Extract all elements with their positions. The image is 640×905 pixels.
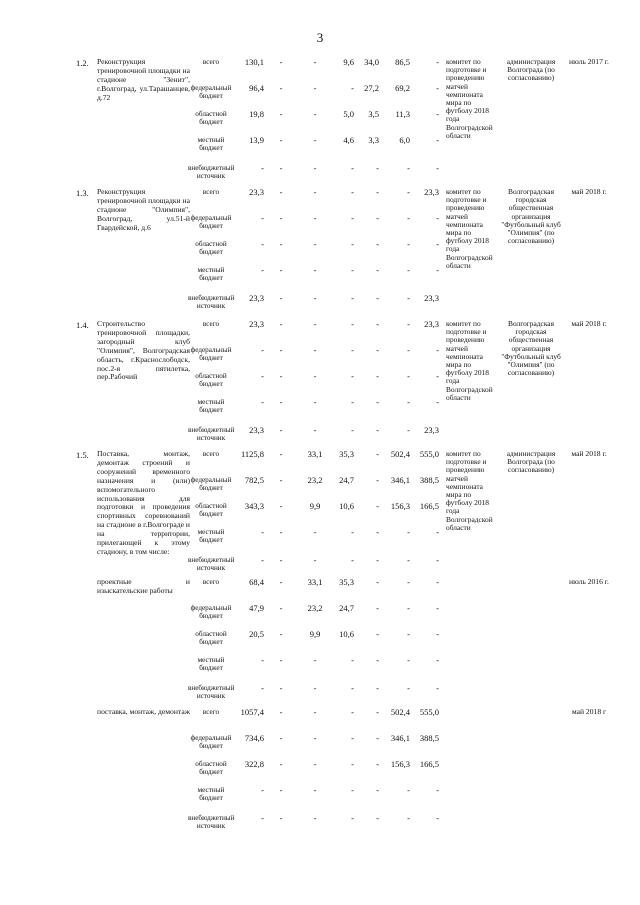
funding-value: 11,3 — [395, 109, 410, 119]
funding-value: 166,5 — [419, 759, 439, 769]
funding-row — [0, 110, 640, 134]
funding-value: - — [376, 577, 379, 587]
item-executor: комитет по подготовке и проведению матчей чемпионата мира по футболу 2018 года Волгоградской области — [446, 449, 493, 532]
funding-value: - — [261, 371, 264, 381]
funding-row — [0, 426, 640, 450]
funding-value: - — [407, 319, 410, 329]
funding-value: 9,9 — [309, 501, 321, 511]
item-participant: администрация Волгограда (по согласованию) — [506, 57, 556, 83]
item-participant: Волгоградская городская общественная организация "Футбольный клуб "Олимпия" (по согласованию) — [501, 187, 561, 246]
funding-value: 23,3 — [249, 293, 264, 303]
funding-source: внебюджетный источник — [188, 426, 235, 443]
funding-source: областной бюджет — [195, 502, 227, 519]
item-name: Строительство тренировочной площадки, загородный клуб "Олимпия", Волгоградская область, г.Краснослободск, пос.2-я пятилетка, пер.Рабочий — [97, 319, 190, 382]
funding-value: - — [279, 345, 283, 355]
funding-value: - — [313, 371, 317, 381]
funding-row — [0, 84, 640, 108]
funding-value: 35,3 — [339, 577, 354, 587]
funding-value: - — [261, 397, 264, 407]
funding-value: - — [436, 577, 439, 587]
funding-value: - — [436, 163, 439, 173]
funding-value: - — [351, 785, 354, 795]
page-number: 3 — [316, 30, 324, 45]
funding-value: - — [407, 655, 410, 665]
funding-value: - — [351, 813, 354, 823]
funding-value: - — [407, 629, 410, 639]
funding-value: - — [436, 371, 439, 381]
funding-value: - — [351, 527, 354, 537]
funding-value: 47,9 — [249, 603, 264, 613]
funding-value: 1125,8 — [240, 449, 264, 459]
funding-value: - — [351, 733, 354, 743]
funding-value: - — [436, 785, 439, 795]
funding-value: - — [313, 135, 317, 145]
funding-value: 10,6 — [339, 629, 354, 639]
funding-value: - — [313, 655, 317, 665]
funding-value: 343,3 — [244, 501, 264, 511]
funding-value: 35,3 — [339, 449, 354, 459]
funding-value: - — [407, 683, 410, 693]
funding-value: 388,5 — [419, 475, 439, 485]
funding-source: федеральный бюджет — [190, 734, 232, 751]
funding-row — [0, 708, 640, 732]
funding-value: - — [313, 213, 317, 223]
funding-value: 23,3 — [249, 425, 264, 435]
funding-value: - — [376, 813, 379, 823]
funding-value: 9,9 — [309, 629, 321, 639]
funding-source: федеральный бюджет — [190, 604, 232, 621]
funding-value: - — [313, 425, 317, 435]
funding-row — [0, 760, 640, 784]
funding-value: 23,2 — [307, 475, 323, 485]
funding-row — [0, 320, 640, 344]
funding-value: - — [376, 293, 379, 303]
funding-value: - — [436, 555, 439, 565]
funding-source: областной бюджет — [195, 372, 227, 389]
funding-value: - — [279, 527, 283, 537]
funding-value: - — [261, 265, 264, 275]
funding-value: - — [351, 707, 354, 717]
funding-row — [0, 786, 640, 810]
funding-source: внебюджетный источник — [188, 164, 235, 181]
funding-value: - — [279, 265, 283, 275]
funding-value: 130,1 — [244, 57, 264, 67]
funding-row — [0, 188, 640, 212]
funding-value: - — [313, 83, 317, 93]
funding-value: 19,8 — [249, 109, 264, 119]
funding-value: - — [313, 345, 317, 355]
funding-value: - — [436, 57, 439, 67]
funding-row — [0, 450, 640, 474]
funding-value: - — [279, 319, 283, 329]
funding-value: - — [279, 425, 283, 435]
funding-value: - — [436, 213, 439, 223]
funding-value: - — [313, 57, 317, 67]
funding-value: 166,5 — [419, 501, 439, 511]
funding-source: федеральный бюджет — [190, 346, 232, 363]
funding-source: всего — [202, 58, 220, 66]
item-deadline: июль 2016 г. — [569, 577, 609, 586]
funding-value: - — [407, 577, 410, 587]
funding-value: - — [351, 397, 354, 407]
funding-source: областной бюджет — [195, 760, 227, 777]
funding-value: - — [279, 213, 283, 223]
funding-value: - — [436, 683, 439, 693]
funding-value: - — [279, 397, 283, 407]
funding-value: - — [279, 135, 283, 145]
funding-value: - — [376, 371, 379, 381]
funding-value: - — [407, 813, 410, 823]
funding-value: - — [376, 163, 379, 173]
funding-source: внебюджетный источник — [188, 294, 235, 311]
funding-value: - — [407, 163, 410, 173]
funding-value: - — [279, 501, 283, 511]
funding-source: всего — [202, 188, 220, 196]
funding-value: 23,2 — [307, 603, 323, 613]
funding-value: - — [279, 603, 283, 613]
item-number: 1.4. — [76, 320, 89, 330]
funding-value: 27,2 — [364, 83, 379, 93]
item-number: 1.3. — [76, 188, 89, 198]
funding-value: 69,2 — [395, 83, 410, 93]
funding-row — [0, 734, 640, 758]
funding-value: - — [261, 655, 264, 665]
funding-source: внебюджетный источник — [188, 684, 235, 701]
funding-value: - — [279, 293, 283, 303]
funding-value: 346,1 — [390, 733, 410, 743]
funding-value: - — [376, 655, 379, 665]
funding-value: - — [376, 733, 379, 743]
funding-row — [0, 346, 640, 370]
funding-row — [0, 58, 640, 82]
funding-value: - — [436, 239, 439, 249]
funding-value: - — [407, 187, 410, 197]
funding-source: всего — [202, 450, 220, 458]
funding-value: 3,3 — [368, 135, 379, 145]
funding-value: - — [407, 293, 410, 303]
funding-value: - — [313, 109, 317, 119]
funding-value: - — [279, 475, 283, 485]
funding-row — [0, 476, 640, 500]
funding-value: 322,8 — [244, 759, 264, 769]
funding-value: - — [436, 813, 439, 823]
funding-source: областной бюджет — [195, 630, 227, 647]
funding-row — [0, 656, 640, 680]
funding-value: - — [351, 265, 354, 275]
funding-source: областной бюджет — [195, 240, 227, 257]
funding-value: - — [407, 239, 410, 249]
funding-value: - — [376, 319, 379, 329]
funding-value: - — [407, 371, 410, 381]
funding-source: федеральный бюджет — [190, 84, 232, 101]
funding-value: - — [436, 83, 439, 93]
item-executor: комитет по подготовке и проведению матчей чемпионата мира по футболу 2018 года Волгоградской области — [446, 319, 493, 402]
funding-value: - — [279, 577, 283, 587]
funding-value: - — [407, 555, 410, 565]
funding-source: внебюджетный источник — [188, 556, 235, 573]
funding-value: - — [376, 425, 379, 435]
funding-value: - — [436, 527, 439, 537]
funding-value: - — [376, 759, 379, 769]
funding-value: 10,6 — [339, 501, 354, 511]
item-name: Реконструкция тренировочной площадки на стадионе "Зенит", г.Волгоград, ул.Тарашанцев, д.72 — [97, 57, 190, 102]
funding-value: - — [351, 239, 354, 249]
funding-value: - — [376, 449, 379, 459]
funding-value: - — [351, 319, 354, 329]
funding-source: внебюджетный источник — [188, 814, 235, 831]
funding-value: - — [279, 57, 283, 67]
funding-source: всего — [202, 320, 220, 328]
item-executor: комитет по подготовке и проведению матчей чемпионата мира по футболу 2018 года Волгоградской области — [446, 187, 493, 270]
funding-value: - — [313, 163, 317, 173]
item-number: 1.2. — [76, 58, 89, 68]
funding-value: - — [351, 655, 354, 665]
funding-value: - — [279, 187, 283, 197]
funding-value: - — [261, 683, 264, 693]
funding-value: - — [313, 733, 317, 743]
funding-value: - — [279, 163, 283, 173]
funding-value: - — [351, 555, 354, 565]
funding-source: всего — [202, 708, 220, 716]
funding-value: - — [313, 319, 317, 329]
funding-source: федеральный бюджет — [190, 476, 232, 493]
funding-value: - — [279, 449, 283, 459]
funding-value: - — [436, 345, 439, 355]
funding-value: - — [313, 239, 317, 249]
funding-value: 156,3 — [390, 501, 410, 511]
funding-value: 68,4 — [249, 577, 264, 587]
funding-value: - — [279, 655, 283, 665]
funding-value: 782,5 — [244, 475, 264, 485]
item-name: проектные и изыскательские работы — [97, 577, 190, 595]
funding-value: 346,1 — [390, 475, 410, 485]
funding-value: 6,0 — [399, 135, 410, 145]
funding-value: - — [351, 371, 354, 381]
funding-value: - — [261, 239, 264, 249]
funding-value: 33,1 — [307, 577, 323, 587]
funding-value: 33,1 — [307, 449, 323, 459]
funding-value: 23,3 — [424, 293, 439, 303]
funding-value: - — [279, 707, 283, 717]
funding-value: - — [261, 813, 264, 823]
item-deadline: май 2018 г. — [571, 319, 607, 328]
item-participant: Волгоградская городская общественная организация "Футбольный клуб "Олимпия" (по согласованию) — [501, 319, 561, 378]
funding-value: 5,0 — [343, 109, 354, 119]
funding-value: - — [407, 345, 410, 355]
funding-value: - — [376, 397, 379, 407]
funding-value: 156,3 — [390, 759, 410, 769]
item-deadline: май 2018 г. — [571, 187, 607, 196]
funding-value: - — [313, 527, 317, 537]
funding-value: - — [279, 371, 283, 381]
funding-value: - — [313, 555, 317, 565]
funding-value: 13,9 — [249, 135, 264, 145]
funding-row — [0, 528, 640, 552]
funding-value: - — [376, 501, 379, 511]
item-number: 1.5. — [76, 450, 89, 460]
funding-value: - — [351, 759, 354, 769]
funding-value: - — [407, 425, 410, 435]
funding-row — [0, 684, 640, 708]
funding-value: - — [407, 265, 410, 275]
funding-value: 24,7 — [339, 603, 354, 613]
funding-value: - — [261, 163, 264, 173]
funding-source: местный бюджет — [197, 528, 225, 545]
funding-value: - — [376, 345, 379, 355]
funding-row — [0, 630, 640, 654]
funding-value: - — [313, 683, 317, 693]
funding-value: 3,5 — [368, 109, 379, 119]
funding-value: - — [313, 397, 317, 407]
funding-value: - — [376, 239, 379, 249]
item-executor: комитет по подготовке и проведению матчей чемпионата мира по футболу 2018 года Волгоградской области — [446, 57, 493, 140]
funding-value: - — [351, 683, 354, 693]
funding-value: 555,0 — [419, 707, 439, 717]
funding-value: - — [279, 239, 283, 249]
funding-value: - — [351, 187, 354, 197]
funding-value: - — [436, 397, 439, 407]
funding-value: 23,3 — [249, 319, 264, 329]
funding-row — [0, 814, 640, 838]
funding-value: - — [261, 345, 264, 355]
funding-value: - — [407, 603, 410, 613]
funding-value: 23,3 — [424, 187, 439, 197]
funding-row — [0, 294, 640, 318]
funding-value: - — [261, 785, 264, 795]
funding-value: 4,6 — [343, 135, 354, 145]
funding-value: - — [436, 655, 439, 665]
funding-source: местный бюджет — [197, 398, 225, 415]
funding-value: - — [376, 187, 379, 197]
funding-value: - — [279, 83, 283, 93]
funding-source: местный бюджет — [197, 266, 225, 283]
funding-source: местный бюджет — [197, 136, 225, 153]
funding-value: - — [407, 785, 410, 795]
funding-value: - — [313, 707, 317, 717]
funding-value: - — [279, 629, 283, 639]
funding-row — [0, 398, 640, 422]
funding-value: - — [351, 425, 354, 435]
funding-value: 24,7 — [339, 475, 354, 485]
item-name: Реконструкция тренировочной площадки на стадионе "Олимпия", Волгоград, ул.51-й Гвардейской, д.6 — [97, 187, 190, 232]
funding-row — [0, 266, 640, 290]
funding-value: - — [261, 555, 264, 565]
funding-value: - — [376, 265, 379, 275]
funding-value: - — [279, 555, 283, 565]
funding-row — [0, 214, 640, 238]
funding-value: - — [436, 629, 439, 639]
funding-value: - — [261, 213, 264, 223]
funding-value: - — [351, 345, 354, 355]
funding-row — [0, 578, 640, 602]
funding-value: 20,5 — [249, 629, 264, 639]
funding-value: - — [313, 813, 317, 823]
funding-value: - — [279, 683, 283, 693]
funding-value: - — [261, 527, 264, 537]
item-deadline: июль 2017 г. — [569, 57, 609, 66]
funding-value: - — [376, 527, 379, 537]
funding-value: - — [436, 603, 439, 613]
funding-value: 23,3 — [249, 187, 264, 197]
funding-value: - — [436, 109, 439, 119]
funding-source: всего — [202, 578, 220, 586]
funding-value: 34,0 — [364, 57, 379, 67]
funding-value: - — [376, 213, 379, 223]
funding-row — [0, 240, 640, 264]
funding-value: - — [279, 759, 283, 769]
funding-row — [0, 136, 640, 160]
funding-value: 86,5 — [395, 57, 410, 67]
funding-value: 734,6 — [244, 733, 264, 743]
funding-value: 23,3 — [424, 425, 439, 435]
item-deadline: май 2018 г — [571, 707, 607, 716]
funding-value: - — [351, 83, 354, 93]
funding-value: - — [407, 527, 410, 537]
funding-value: 502,4 — [390, 707, 410, 717]
funding-value: - — [313, 293, 317, 303]
item-name: поставка, монтаж, демонтаж — [97, 707, 190, 716]
funding-value: - — [279, 785, 283, 795]
funding-value: - — [376, 629, 379, 639]
funding-value: - — [351, 163, 354, 173]
item-deadline: май 2018 г. — [571, 449, 607, 458]
funding-value: - — [313, 187, 317, 197]
funding-value: - — [376, 707, 379, 717]
funding-value: - — [376, 785, 379, 795]
funding-value: 23,3 — [424, 319, 439, 329]
funding-value: - — [313, 785, 317, 795]
funding-value: - — [407, 397, 410, 407]
funding-value: 502,4 — [390, 449, 410, 459]
funding-value: - — [376, 555, 379, 565]
funding-value: - — [279, 109, 283, 119]
funding-value: 388,5 — [419, 733, 439, 743]
funding-row — [0, 604, 640, 628]
funding-value: - — [279, 813, 283, 823]
funding-value: - — [407, 213, 410, 223]
funding-value: 9,6 — [343, 57, 354, 67]
funding-source: местный бюджет — [197, 656, 225, 673]
funding-source: областной бюджет — [195, 110, 227, 127]
funding-value: 555,0 — [419, 449, 439, 459]
funding-source: федеральный бюджет — [190, 214, 232, 231]
item-participant: администрация Волгограда (по согласованию) — [506, 449, 556, 475]
funding-row — [0, 502, 640, 526]
funding-value: - — [376, 683, 379, 693]
funding-value: 1057,4 — [240, 707, 264, 717]
funding-value: - — [436, 135, 439, 145]
funding-row — [0, 164, 640, 188]
item-name: Поставка, монтаж, демонтаж строений и сооружений временного назначения и (или) вспомогательного использования для подготовки и проведения спортивных соревнований на стадионе в г.Волгограде и на территории, прилегающей к этому стадиону, в том числе: — [97, 449, 190, 556]
funding-row — [0, 372, 640, 396]
funding-value: - — [436, 265, 439, 275]
funding-value: 96,4 — [249, 83, 264, 93]
funding-value: - — [376, 475, 379, 485]
funding-value: - — [376, 603, 379, 613]
funding-value: - — [351, 293, 354, 303]
funding-value: - — [313, 759, 317, 769]
funding-value: - — [313, 265, 317, 275]
funding-source: местный бюджет — [197, 786, 225, 803]
funding-value: - — [351, 213, 354, 223]
funding-value: - — [279, 733, 283, 743]
